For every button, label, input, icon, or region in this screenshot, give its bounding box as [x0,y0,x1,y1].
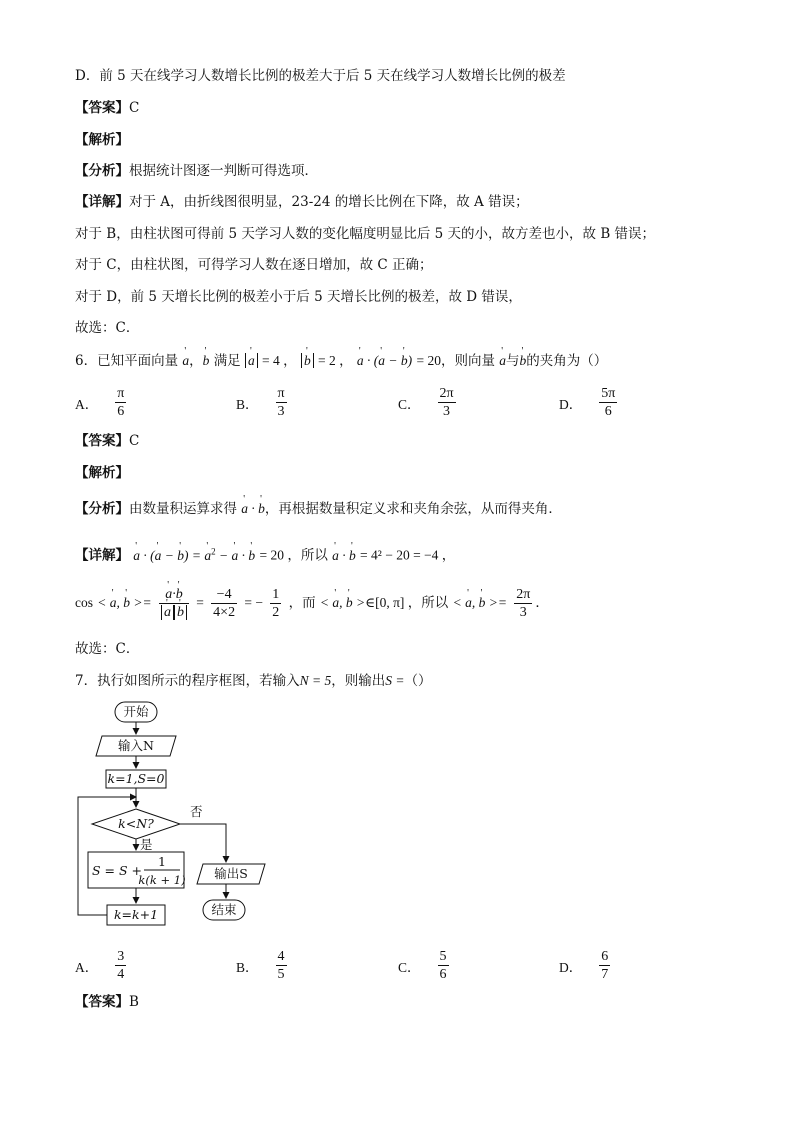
flow-yes-label: 是 [140,837,153,852]
q5-answer [75,99,139,117]
q7-option-b: B． $\frac{4}{5}$ [236,949,285,982]
flow-input-label: 输入N [118,738,154,753]
flow-assign-num: 1 [158,854,166,869]
flowchart [70,698,270,938]
q6-conclusion: 故选：C． [75,641,140,657]
answer-value: C [129,100,140,116]
q7-option-d: D． $\frac{6}{7}$ [559,949,609,982]
q5-conclusion: 故选：C． [75,320,140,336]
flow-start-label: 开始 [123,704,149,719]
q6-cos-line: cos < ' a, ' b >= ' a·' b ' a' b = $\frac{-4}{4\times 2}$ = − $\frac{1}{2}$ ，而 < ' a, ' b >∈[0, π] ，所以 < ' a, ' b >= $\frac{2\pi}{3}$ ． [75,583,549,623]
flow-end-label: 结束 [211,902,237,917]
q6-option-c: C． $\frac{2\pi}{3}$ [398,386,454,419]
q7-option-a: A． $\frac{3}{4}$ [75,949,125,982]
q5-xiangjie-1: 【详解】对于 A，由折线图很明显，23-24 的增长比例在下降，故 A 错误； [75,194,529,210]
flow-assign-lhs: S = S + [92,863,142,878]
q6-answer: 【答案】C [75,433,140,449]
flow-cond-label: k<N? [118,816,154,831]
flow-output-label: 输出S [214,866,248,881]
q5-fenxi: 【分析】根据统计图逐一判断可得选项． [75,163,318,179]
flow-no-label: 否 [190,804,203,819]
q5-option-d: D．前 5 天在线学习人数增长比例的极差大于后 5 天在线学习人数增长比例的极差 [75,68,566,84]
answer-tag: 【答案】 [75,100,129,116]
q6-xiangjie: 【详解】 ' a · (' a − ' b) = ' $a^2$ − ' a · ' b = 20 ，所以 ' a · ' b = 4² − 20 = −4 ， [75,542,455,565]
q6-fenxi: 【分析】由数量积运算求得 ' a · ' b，再根据数量积定义求和夹角余弦，从而得夹角． [75,500,562,518]
q6-analysis-tag: 【解析】 [75,465,129,481]
flow-init-label: k=1,S=0 [107,771,165,786]
q5-xiangjie-3: 对于 C，由柱状图，可得学习人数在逐日增加，故 C 正确； [75,257,433,273]
q6-stem: 6．已知平面向量 ' a，' b 满足 ' a = 4 ， ' b = 2 ， ' a · (' a − ' b) = 20，则向量 ' a与' b的夹角为（） [75,352,607,370]
flow-increment-label: k=k+1 [113,907,159,922]
q6-option-a: A． $\frac{\pi}{6}$ [75,386,125,419]
q7-option-c: C． $\frac{5}{6}$ [398,949,447,982]
q6-option-b: B． $\frac{\pi}{3}$ [236,386,285,419]
q5-xiangjie-2: 对于 B，由柱状图可得前 5 天学习人数的变化幅度明显比后 5 天的小，故方差也小，故 B 错误； [75,226,656,242]
q7-stem: 7．执行如图所示的程序框图，若输入N = 5，则输出S =（） [75,673,432,689]
q7-answer: 【答案】B [75,994,139,1010]
flow-assign-den: k(k + 1) [138,873,186,887]
q5-xiangjie-4: 对于 D，前 5 天增长比例的极差小于后 5 天增长比例的极差，故 D 错误， [75,289,522,305]
q6-option-d: D． $\frac{5\pi}{6}$ [559,386,616,419]
q5-analysis-tag: 【解析】 [75,132,129,148]
